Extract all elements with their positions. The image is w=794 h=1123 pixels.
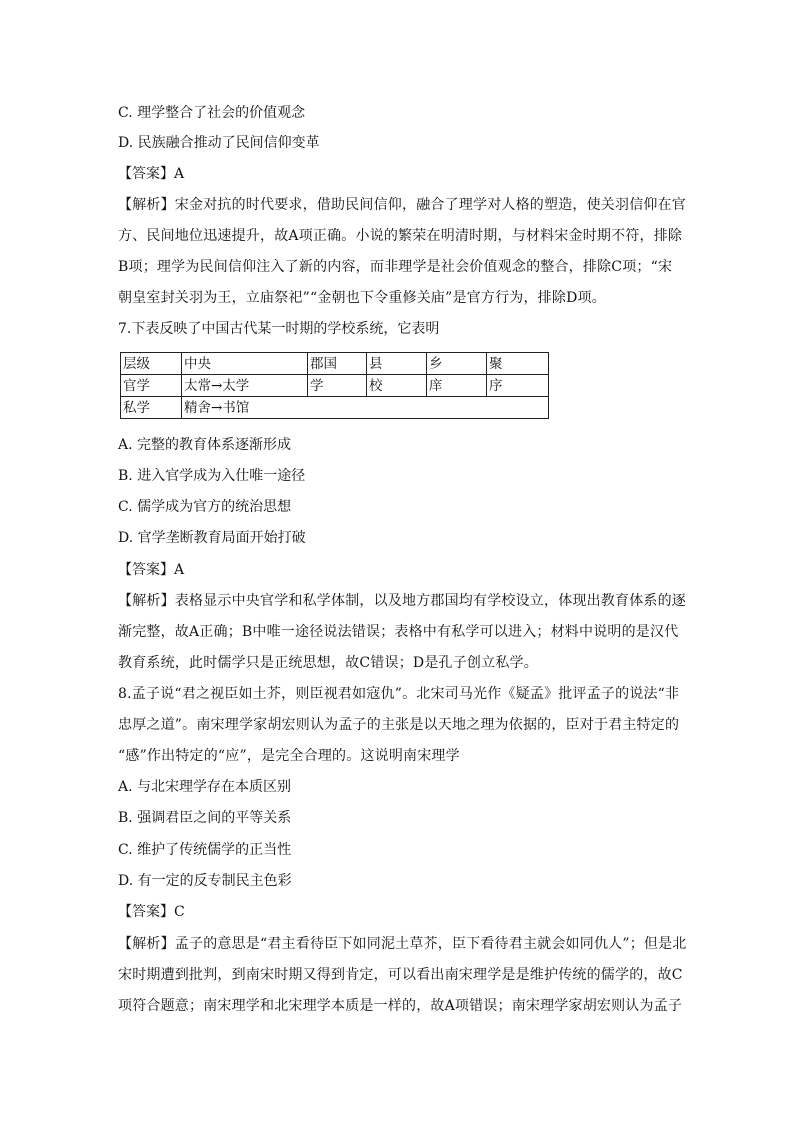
q6-option-c: C. 理学整合了社会的价值观念 xyxy=(118,105,306,121)
q7-option-a: A. 完整的教育体系逐渐形成 xyxy=(118,437,292,453)
q7-analysis-line: 【解析】表格显示中央官学和私学体制，以及地方郡国均有学校设立，体现出教育体系的逐 xyxy=(118,593,686,609)
q6-analysis-line: 朝皇室封关羽为王，立庙祭祀”“金朝也下令重修关庙”是官方行为，排除D项。 xyxy=(118,290,606,306)
table-cell: 层级 xyxy=(121,353,182,375)
table-cell: 校 xyxy=(367,375,427,397)
q8-analysis-line: 【解析】孟子的意思是“君主看待臣下如同泥土草芥，臣下看待君主就会如同仇人”；但是北 xyxy=(118,936,687,952)
table-cell: 聚 xyxy=(487,353,549,375)
q6-analysis-line: 【解析】宋金对抗的时代要求，借助民间信仰，融合了理学对人格的塑造，使关羽信仰在官 xyxy=(118,197,686,213)
table-cell: 太常→太学 xyxy=(182,375,308,397)
table-cell: 郡国 xyxy=(308,353,367,375)
table-cell: 中央 xyxy=(182,353,308,375)
q7-option-d: D. 官学垄断教育局面开始打破 xyxy=(118,530,306,546)
q6-analysis-line: B项；理学为民间信仰注入了新的内容，而非理学是社会价值观念的整合，排除C项；“宋 xyxy=(118,259,673,275)
table-cell: 庠 xyxy=(427,375,487,397)
q8-stem-line: 忠厚之道”。南宋理学家胡宏则认为孟子的主张是以天地之理为依据的，臣对于君主特定的 xyxy=(118,717,680,733)
q8-stem-line: “感”作出特定的“应”，是完全合理的。这说明南宋理学 xyxy=(118,748,460,764)
q7-answer: 【答案】A xyxy=(118,562,185,578)
q8-analysis-line: 宋时期遭到批判，到南宋时期又得到肯定，可以看出南宋理学是是维护传统的儒学的，故C xyxy=(118,967,683,983)
q8-option-b: B. 强调君臣之间的平等关系 xyxy=(118,810,292,826)
q7-analysis-line: 教育系统，此时儒学只是正统思想，故C错误；D是孔子创立私学。 xyxy=(118,655,538,671)
school-system-table xyxy=(120,352,549,419)
q7-analysis-line: 渐完整，故A正确；B中唯一途径说法错误；表格中有私学可以进入；材料中说明的是汉代 xyxy=(118,624,679,640)
q8-analysis-line: 项符合题意；南宋理学和北宋理学本质是一样的，故A项错误；南宋理学家胡宏则认为孟子 xyxy=(118,998,683,1014)
table-row xyxy=(121,397,549,419)
table-cell: 乡 xyxy=(427,353,487,375)
table-cell: 私学 xyxy=(121,397,182,419)
table-cell: 官学 xyxy=(121,375,182,397)
q6-option-d: D. 民族融合推动了民间信仰变革 xyxy=(118,135,320,151)
table-cell: 精舍→书馆 xyxy=(182,397,549,419)
q7-stem: 7.下表反映了中国古代某一时期的学校系统，它表明 xyxy=(118,321,440,337)
table-cell: 学 xyxy=(308,375,367,397)
q8-answer: 【答案】C xyxy=(118,904,185,920)
q7-option-c: C. 儒学成为官方的统治思想 xyxy=(118,499,292,515)
table-row xyxy=(121,375,549,397)
table-cell: 序 xyxy=(487,375,549,397)
q8-option-c: C. 维护了传统儒学的正当性 xyxy=(118,842,292,858)
q8-stem-line: 8.孟子说“君之视臣如土芥，则臣视君如寇仇”。北宋司马光作《疑孟》批评孟子的说法“非 xyxy=(118,686,680,702)
q6-answer: 【答案】A xyxy=(118,166,185,182)
q8-option-d: D. 有一定的反专制民主色彩 xyxy=(118,873,292,889)
q8-option-a: A. 与北宋理学存在本质区别 xyxy=(118,779,292,795)
table-cell: 县 xyxy=(367,353,427,375)
table-row xyxy=(121,353,549,375)
q7-option-b: B. 进入官学成为入仕唯一途径 xyxy=(118,468,306,484)
q6-analysis-line: 方、民间地位迅速提升，故A项正确。小说的繁荣在明清时期，与材料宋金时期不符，排除 xyxy=(118,228,683,244)
